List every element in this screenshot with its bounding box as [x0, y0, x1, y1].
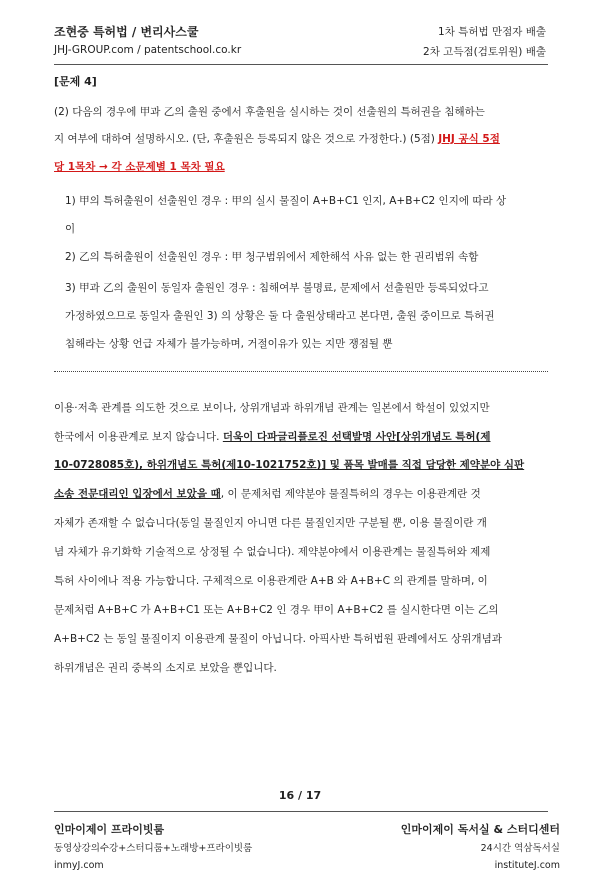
footer-right-url[interactable]: instituteJ.com [494, 860, 560, 871]
answer-3-line-3: 침해라는 상황 언급 자체가 불가능하며, 거절이유가 있는 지만 쟁점될 뿐 [65, 338, 393, 350]
header-website: JHJ-GROUP.com / patentschool.co.kr [54, 44, 242, 56]
question-heading: [문제 4] [54, 75, 97, 88]
answer-1-line-2: 이 [65, 223, 76, 235]
header-title: 조현중 특허법 / 변리사스쿨 [54, 25, 199, 39]
commentary-line-1: 이용·저촉 관계를 의도한 것으로 보이나, 상위개념과 하위개념 관계는 일본에서 학설이 있었지만 [54, 402, 490, 414]
footer-left-title: 인마이제이 프라이빗룸 [54, 823, 165, 836]
footer-right-subtitle: 24시간 역삼독서실 [480, 843, 560, 854]
jhj-note: JHJ 공식 5점 [438, 133, 500, 145]
footer-left-subtitle: 동영상강의수강+스터디룸+노래방+프라이빗룸 [54, 843, 253, 854]
commentary-line-7: 특허 사이에나 적용 가능합니다. 구체적으로 이용관계란 A+B 와 A+B+C 의 관계를 말하며, 이 [54, 575, 488, 587]
commentary-line-10: 하위개념은 권리 중복의 소지로 보았을 뿐입니다. [54, 662, 277, 674]
header-divider [54, 64, 548, 65]
footer-right-title: 인마이제이 독서실 & 스터디센터 [400, 823, 560, 836]
commentary-line-4 [54, 486, 548, 501]
question-line-2-text: 지 여부에 대하여 설명하시오. (단, 후출원은 등록되지 않은 것으로 가정한다.) (5점) [54, 133, 439, 145]
answer-1-line-1: 1) 甲의 특허출원이 선출원인 경우 : 甲의 실시 물질이 A+B+C1 인지, A+B+C2 인지에 따라 상 [65, 195, 507, 207]
footer-left-url[interactable]: inmyJ.com [54, 860, 104, 871]
commentary-emphasis-3: 소송 전문대리인 입장에서 보았을 때 [54, 488, 221, 500]
commentary-line-5: 자체가 존재할 수 없습니다(동일 물질인지 아니면 다른 물질인지만 구분될 뿐, 이용 물질이란 개 [54, 517, 487, 529]
answer-2-line-1: 2) 乙의 특허출원이 선출원인 경우 : 甲 청구범위에서 제한해석 사유 없는 한 권리범위 속함 [65, 251, 479, 263]
jhj-note-continued: 당 1목차 → 각 소문제별 1 목차 필요 [54, 161, 225, 173]
answer-3-line-1: 3) 甲과 乙의 출원이 동일자 출원인 경우 : 침해여부 불명료, 문제에서 선출원만 등록되었다고 [65, 282, 489, 294]
commentary-line-4-text: , 이 문제처럼 제약분야 물질특허의 경우는 이용관계란 것 [220, 488, 481, 500]
commentary-line-9: A+B+C2 는 동일 물질이지 이용관계 물질이 아닙니다. 아픽사반 특허법원 판례에서도 상위개념과 [54, 633, 502, 645]
question-line-1: (2) 다음의 경우에 甲과 乙의 출원 중에서 후출원을 실시하는 것이 선출원의 특허권을 침해하는 [54, 106, 485, 118]
header-achievement-1: 1차 특허법 만점자 배출 [438, 26, 546, 38]
commentary-line-2 [54, 429, 548, 444]
answer-3-line-2: 가정하였으므로 동일자 출원인 3) 의 상황은 둘 다 출원상태라고 본다면, 출원 중이므로 특허권 [65, 310, 495, 322]
dotted-divider [54, 371, 548, 372]
footer-divider [54, 811, 548, 812]
commentary-line-8: 문제처럼 A+B+C 가 A+B+C1 또는 A+B+C2 인 경우 甲이 A+B+C2 를 실시한다면 이는 乙의 [54, 604, 499, 616]
header-achievement-2: 2차 고득점(검토위원) 배출 [423, 46, 546, 58]
commentary-emphasis-1: 더욱이 다파글리플로진 선택발명 사안[상위개념도 특허(제 [222, 431, 491, 443]
commentary-line-2-text: 한국에서 이용관계로 보지 않습니다. [54, 431, 223, 443]
commentary-line-6: 념 자체가 유기화학 기술적으로 상정될 수 없습니다). 제약분야에서 이용관계는 물질특허와 제제 [54, 546, 491, 558]
commentary-emphasis-2: 10-0728085호), 하위개념도 특허(제10-1021752호)] 및 품목 발매를 직접 담당한 제약분야 심판 [54, 459, 525, 471]
page-number: 16 / 17 [278, 789, 322, 802]
question-line-2 [54, 131, 548, 146]
